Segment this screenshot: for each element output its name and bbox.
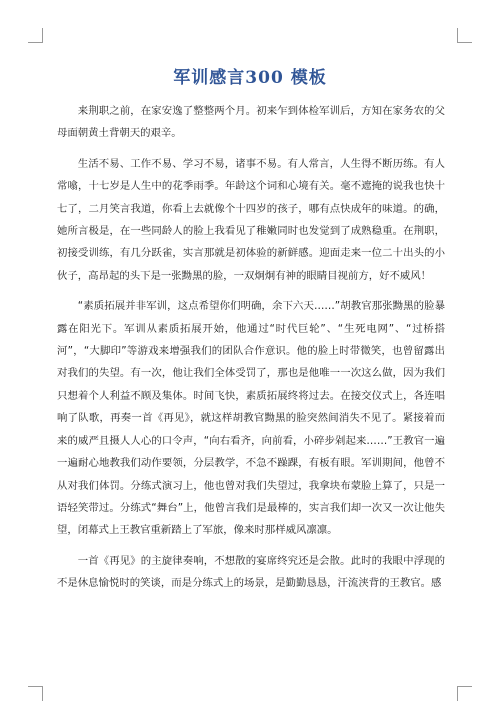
- paragraph-4: 一首《再见》的主旋律奏响，不想散的宴席终究还是会散。此时的我眼中浮现的不是休息愉悦时的笑谈，而是分练式上的场景，是勤勤恳恳，汗流浃背的王教官。感: [57, 554, 445, 590]
- paragraph-1: 来荆职之前，在家安逸了整整两个月。初来乍到体检军训后，方知在家务农的父母面朝黄土背朝天的艰辛。: [57, 105, 445, 140]
- paragraph-3: “素质拓展并非军训，这点希望你们明确，余下六天……”胡教官那张黝黑的脸暴露在阳光下。军训从素质拓展开始，他通过“时代巨轮”、“生死电网”、“过桥搭河”，“大脚印”等游戏来增强我们的团队合作意识。他的脸上时带微笑，也曾留露出对我们的失望。有一次，他让我们全体受罚了，那也是他唯一一次这么做，因为我们只想着个人利益不顾及集体。时间飞快，素质拓展终将过去。在接交仪式上，各连唱响了队歌，再奏一首《再见》，就这样胡教官黝黑的脸突然间消失不见了。紧接着而来的威严且摄人人心的口令声，“向右看齐，向前看，小碎步剁起来……”王教官一遍一遍耐心地教我们动作要领，分层教学，不急不躁踝，有板有眼。军训期间，他曾不从对我们体罚。分练式演习上，他也曾对我们失望过，我拿块布蒙脸上算了，只是一语轻笑带过。分练式“舞台”上，他曾言我们是最棒的，实言我们却一次又一次让他失望，闭幕式上王教官重新踏上了军旅，像来时那样威风凛凛。: [57, 300, 445, 537]
- crop-mark-top-right: [457, 28, 472, 43]
- crop-mark-bottom-right: [457, 686, 472, 701]
- crop-mark-top-left: [28, 28, 43, 43]
- document-title: 军训感言300 模板: [173, 68, 327, 88]
- document-body: [57, 100, 445, 603]
- crop-mark-bottom-left: [28, 686, 43, 701]
- paragraph-2: 生活不易、工作不易、学习不易，诸事不易。有人常言，人生得不断历练。有人常噏，十七岁是人生中的花季雨季。年龄这个词和心境有关。毫不遮掩的说我也快十七了，二月笑言我道，你看上去就像个十四岁的孩子，哪有点快成年的味道。的确，她所言极是，在一些同龄人的脸上我看见了稚嫩同时也发觉到了成熟稳重。在荆职，初接受训练，有几分跃雀，实言那就是初体验的新鲜感。迎面走来一位二十出头的小伙子，高昂起的头下是一张黝黑的脸，一双炯炯有神的眼睛目视前方，好不威风！: [57, 157, 445, 282]
